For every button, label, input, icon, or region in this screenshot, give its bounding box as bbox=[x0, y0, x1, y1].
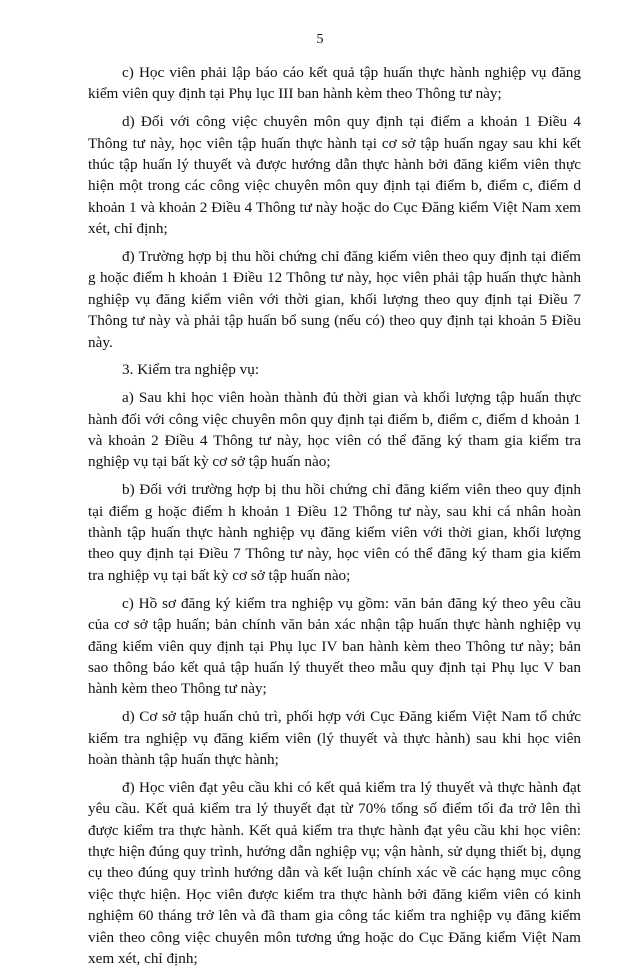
paragraph-c-exam-dossier: c) Hồ sơ đăng ký kiểm tra nghiệp vụ gồm: văn bản đăng ký theo yêu cầu của cơ sở tập huấn; bản chính văn bản xác nhận tập huấn thực hành nghiệp vụ đăng kiểm viên quy định tại Phụ lục IV ban hành kèm theo Thông tư này; bản sao thông báo kết quả tập huấn lý thuyết theo mẫu quy định tại Phụ lục V ban hành kèm theo Thông tư này; bbox=[88, 594, 581, 698]
document-body bbox=[88, 62, 581, 976]
paragraph-d-exam-organization: d) Cơ sở tập huấn chủ trì, phối hợp với Cục Đăng kiểm Việt Nam tổ chức kiểm tra nghiệp vụ đăng kiểm viên (lý thuyết và thực hành) sau khi học viên hoàn thành tập huấn thực hành; bbox=[88, 708, 581, 768]
paragraph-dd-pass-criteria: đ) Học viên đạt yêu cầu khi có kết quả kiểm tra lý thuyết và thực hành đạt yêu cầu. Kết quả kiểm tra lý thuyết đạt từ 70% tổng số điểm tối đa trở lên thì được kiểm tra thực hành. Kết quả kiểm tra thực hành đạt yêu cầu khi học viên: thực hiện đúng quy trình, hướng dẫn nghiệp vụ; vận hành, sử dụng thiết bị, dụng cụ theo đúng quy trình hướng dẫn và kết luận chính xác về các hạng mục công việc thực hiện. Học viên được kiểm tra thực hành bởi đăng kiểm viên có kinh nghiệm 60 tháng trở lên và đã tham gia công tác kiểm tra nghiệp vụ đăng kiểm viên theo công việc chuyên môn tương ứng hoặc do Cục Đăng kiểm Việt Nam xem xét, chỉ định; bbox=[88, 778, 581, 967]
paragraph-b-revoked-exam: b) Đối với trường hợp bị thu hồi chứng chỉ đăng kiểm viên theo quy định tại điểm g hoặc điểm h khoản 1 Điều 12 Thông tư này, sau khi cá nhân hoàn thành tập huấn thực hành nghiệp vụ đăng kiểm viên với thời gian, khối lượng theo quy định tại Điều 7 Thông tư này, học viên có thể đăng ký tham gia kiểm tra nghiệp vụ tại bất kỳ cơ sở tập huấn nào; bbox=[88, 481, 581, 584]
page-number: 5 bbox=[316, 32, 324, 47]
paragraph-c-report: c) Học viên phải lập báo cáo kết quả tập huấn thực hành nghiệp vụ đăng kiểm viên quy định tại Phụ lục III ban hành kèm theo Thông tư này; bbox=[88, 64, 581, 103]
paragraph-d-practical-training: d) Đối với công việc chuyên môn quy định tại điểm a khoản 1 Điều 4 Thông tư này, học viên tập huấn thực hành tại cơ sở tập huấn ngay sau khi kết thúc tập huấn lý thuyết và được hướng dẫn thực hành bởi đăng kiểm viên thực hiện một trong các công việc chuyên môn quy định tại điểm b, điểm c, điểm d khoản 1 và khoản 2 Điều 4 Thông tư này hoặc do Cục Đăng kiểm Việt Nam xem xét, chỉ định; bbox=[88, 113, 581, 238]
paragraph-a-exam-registration: a) Sau khi học viên hoàn thành đủ thời gian và khối lượng tập huấn thực hành đối với công việc chuyên môn quy định tại điểm b, điểm c, điểm d khoản 1 và khoản 2 Điều 4 Thông tư này, học viên có thể đăng ký tham gia kiểm tra nghiệp vụ tại bất kỳ cơ sở tập huấn nào; bbox=[88, 389, 581, 471]
section-heading-professional-exam: 3. Kiểm tra nghiệp vụ: bbox=[122, 361, 260, 379]
paragraph-dd-revoked-certificate: đ) Trường hợp bị thu hồi chứng chỉ đăng kiểm viên theo quy định tại điểm g hoặc điểm h khoản 1 Điều 12 Thông tư này, học viên phải tập huấn thực hành nghiệp vụ đăng kiểm viên với thời gian, khối lượng theo quy định tại Điều 7 Thông tư này và phải tập huấn bổ sung (nếu có) theo quy định tại khoản 5 Điều này. bbox=[88, 248, 581, 351]
